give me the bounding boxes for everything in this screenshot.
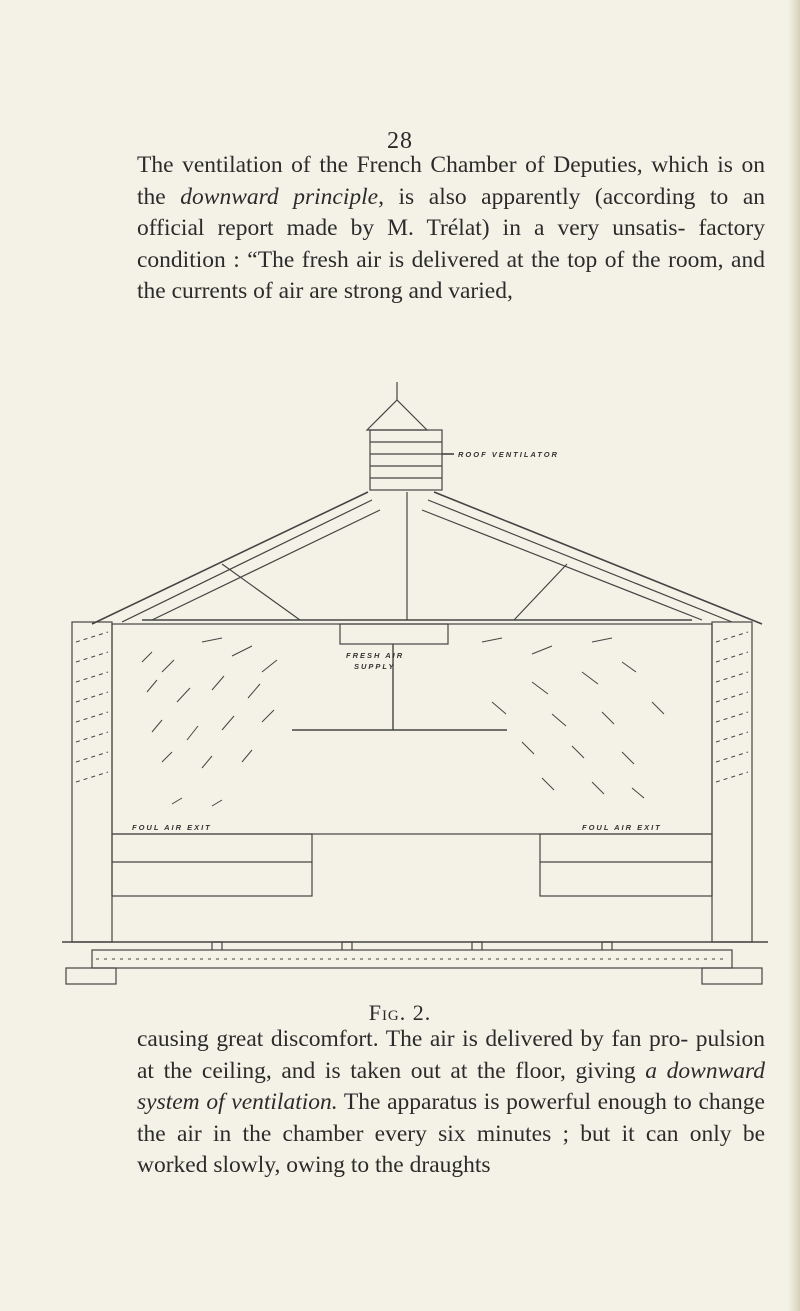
page-edge-shadow bbox=[788, 0, 800, 1311]
italic-phrase: a bbox=[635, 1057, 658, 1084]
foundation bbox=[92, 950, 732, 968]
text-line: pulsion at the ceiling, and is taken out at the floor, giving bbox=[137, 1026, 766, 1084]
text-line: the room, and the currents of air are strong and varied, bbox=[137, 246, 765, 304]
figure-caption: Fig. 2. bbox=[368, 1000, 432, 1025]
ventilator-box bbox=[370, 430, 442, 490]
left-airflow bbox=[142, 638, 277, 806]
right-airflow bbox=[482, 638, 664, 798]
text-line: causing great discomfort. The air is delivered by fan pro- bbox=[137, 1026, 689, 1052]
left-footing bbox=[66, 968, 116, 984]
page-number: 28 bbox=[387, 128, 413, 154]
diagram-svg bbox=[62, 342, 768, 1002]
text-line: The ventilation of the French Chamber of Deputies, which bbox=[137, 152, 709, 178]
roof-truss bbox=[222, 492, 567, 620]
label-foul-air-exit-right: FOUL AIR EXIT bbox=[582, 823, 662, 832]
right-wall bbox=[712, 622, 752, 942]
right-seating bbox=[540, 834, 712, 896]
text-line: factory condition : “The fresh air is delivered at the top of bbox=[137, 215, 765, 273]
floor-vents bbox=[212, 942, 612, 950]
ventilation-diagram bbox=[62, 342, 768, 1002]
italic-phrase: downward system of ventilation. bbox=[137, 1057, 766, 1115]
text-line: is also apparently (according bbox=[383, 183, 696, 210]
label-roof-ventilator: ROOF VENTILATOR bbox=[458, 450, 559, 459]
paragraph-top bbox=[137, 150, 765, 308]
text-line: but it can only be worked slowly, owing to the draughts bbox=[137, 1120, 765, 1178]
label-fresh-air: FRESH AIR bbox=[346, 651, 405, 660]
chamber-room bbox=[112, 624, 712, 834]
right-footing bbox=[702, 968, 762, 984]
label-foul-air-exit-left: FOUL AIR EXIT bbox=[132, 823, 212, 832]
text-line: is on the bbox=[137, 152, 766, 210]
text-line: The apparatus is powerful bbox=[337, 1089, 591, 1115]
paragraph-bottom bbox=[137, 1024, 765, 1182]
left-wall bbox=[72, 622, 112, 942]
ventilator-gable bbox=[367, 400, 427, 430]
label-supply: SUPPLY bbox=[354, 662, 396, 671]
supply-duct bbox=[340, 624, 448, 644]
italic-phrase: downward principle, bbox=[180, 183, 384, 210]
left-seating bbox=[112, 834, 312, 896]
text-line: enough to change the air in the chamber every six minutes ; bbox=[137, 1089, 765, 1147]
text-line: to an official report made by M. Trélat) in a very unsatis- bbox=[137, 183, 766, 241]
